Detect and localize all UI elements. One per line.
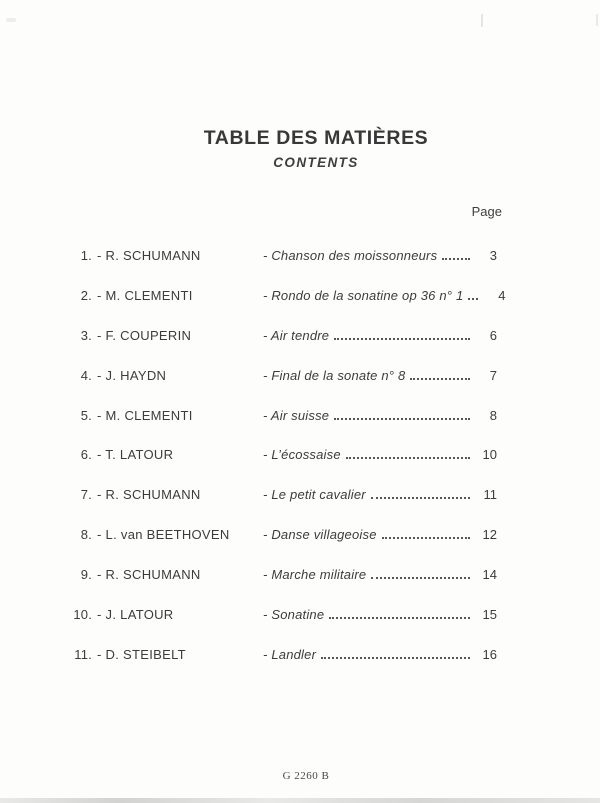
entry-number: 4.	[80, 367, 92, 383]
entry-piece: - Chanson des moissonneurs	[263, 248, 438, 263]
entry-piece: - Air tendre	[263, 327, 330, 343]
toc-row	[60, 527, 497, 567]
entry-page: 3	[489, 248, 497, 263]
entry-composer: - R. SCHUMANN	[97, 567, 201, 583]
entry-composer: - R. SCHUMANN	[97, 487, 201, 503]
table-of-contents	[60, 248, 506, 687]
entry-number: 6.	[80, 447, 92, 463]
entry-number: 11.	[74, 646, 92, 662]
toc-row	[60, 408, 497, 448]
dot-leader	[334, 418, 470, 420]
entry-number: 10.	[73, 607, 92, 623]
entry-composer: - M. CLEMENTI	[97, 287, 193, 303]
entry-piece: - Danse villageoise	[263, 527, 377, 543]
plate-number: G 2260 B	[282, 770, 330, 782]
entry-number: 9.	[80, 567, 92, 583]
scan-speck-artifact	[6, 18, 16, 22]
entry-composer: - L. van BEETHOVEN	[97, 527, 230, 543]
entry-piece: - Air suisse	[263, 407, 330, 423]
dot-leader	[346, 457, 470, 459]
entry-piece: - Le petit cavalier	[263, 487, 366, 503]
entry-number: 7.	[80, 487, 92, 503]
entry-piece: - Marche militaire	[263, 567, 367, 583]
toc-row	[60, 248, 497, 288]
dot-leader	[410, 378, 470, 380]
entry-composer: - T. LATOUR	[97, 447, 174, 463]
toc-row	[60, 447, 497, 487]
entry-piece: - Sonatine	[263, 607, 325, 623]
toc-row	[60, 647, 497, 687]
title-block	[32, 128, 600, 170]
entry-composer: - F. COUPERIN	[97, 327, 192, 343]
scan-line-artifact	[596, 14, 598, 26]
entry-piece: - Rondo de la sonatine op 36 n° 1	[263, 287, 464, 303]
dot-leader	[329, 617, 470, 619]
entry-number: 5.	[80, 407, 92, 423]
dot-leader	[334, 338, 470, 340]
page-subtitle: CONTENTS	[273, 155, 359, 171]
dot-leader	[371, 577, 470, 579]
entry-number: 1.	[80, 248, 92, 263]
entry-composer: - M. CLEMENTI	[97, 407, 193, 423]
toc-row	[60, 607, 497, 647]
scan-line-artifact	[481, 14, 483, 27]
entry-number: 3.	[80, 327, 92, 343]
entry-page: 10	[482, 447, 497, 463]
toc-row	[60, 368, 497, 408]
entry-piece: - Landler	[263, 646, 317, 662]
page-bottom-edge-shadow	[0, 798, 600, 803]
entry-number: 2.	[80, 287, 92, 303]
dot-leader	[468, 298, 478, 300]
entry-page: 11	[483, 487, 497, 503]
toc-row	[60, 328, 497, 368]
entry-page: 6	[489, 327, 497, 343]
toc-row	[60, 287, 506, 328]
toc-row	[60, 567, 497, 607]
entry-number: 8.	[80, 527, 92, 543]
entry-composer: - R. SCHUMANN	[97, 248, 201, 263]
entry-piece: - Final de la sonate n° 8	[263, 367, 406, 383]
entry-page: 7	[489, 367, 497, 383]
entry-composer: - D. STEIBELT	[97, 646, 186, 662]
page-title: TABLE DES MATIÈRES	[203, 127, 429, 149]
dot-leader	[442, 258, 470, 260]
entry-page: 4	[498, 287, 506, 303]
entry-page: 15	[482, 607, 497, 623]
entry-composer: - J. LATOUR	[97, 607, 174, 623]
toc-row	[60, 487, 497, 527]
entry-page: 12	[482, 527, 497, 543]
page-column-label: Page	[471, 204, 502, 219]
entry-piece: - L’écossaise	[263, 447, 341, 463]
entry-page: 8	[489, 407, 497, 423]
entry-page: 14	[482, 567, 497, 583]
dot-leader	[371, 497, 470, 499]
dot-leader	[321, 657, 470, 659]
entry-page: 16	[482, 646, 497, 662]
entry-composer: - J. HAYDN	[97, 367, 167, 383]
dot-leader	[382, 537, 470, 539]
